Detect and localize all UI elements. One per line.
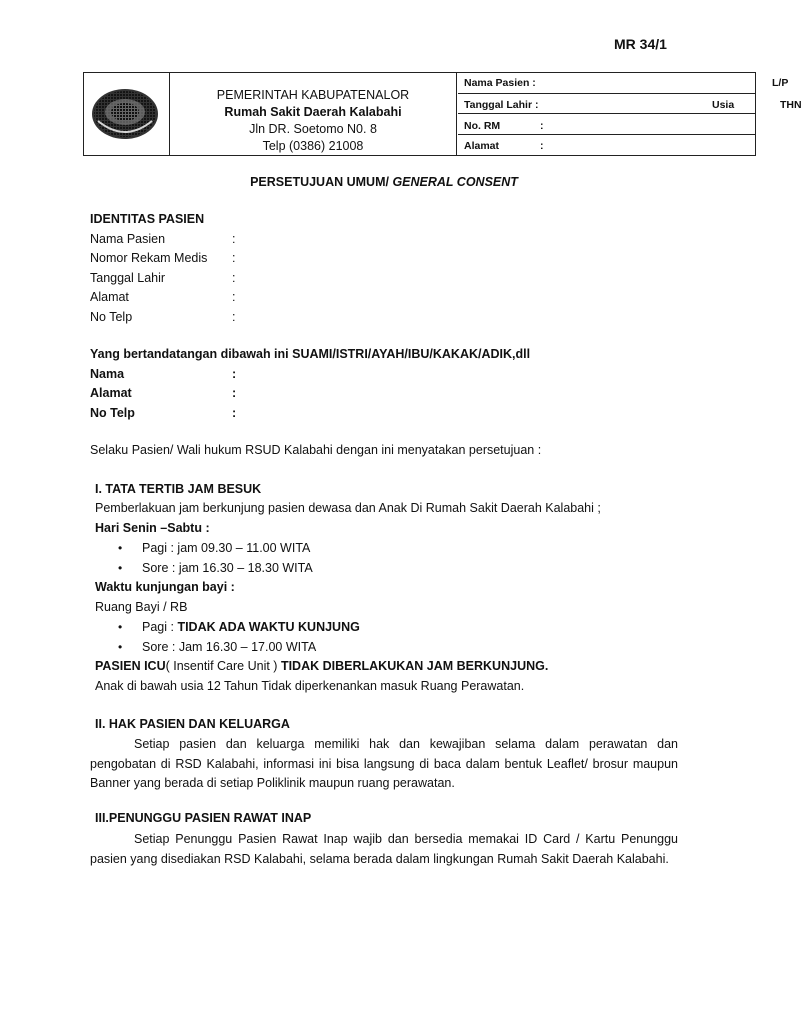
patient-address-colon: : xyxy=(540,140,544,152)
patient-sex-label: L/P xyxy=(772,77,789,89)
visit-morning: Pagi : jam 09.30 – 11.00 WITA xyxy=(142,541,311,555)
patient-age-label: Usia xyxy=(712,99,735,111)
visit-evening: Sore : jam 16.30 – 18.30 WITA xyxy=(142,561,313,575)
patient-name-label: Nama Pasien : xyxy=(464,77,536,89)
patient-age-unit: THN xyxy=(780,99,802,111)
child-note: Anak di bawah usia 12 Tahun Tidak diperkenankan masuk Ruang Perawatan. xyxy=(95,679,525,693)
document-code: MR 34/1 xyxy=(614,36,667,52)
section1-days: Hari Senin –Sabtu : xyxy=(95,521,210,535)
patient-box xyxy=(458,73,802,155)
header-box xyxy=(83,72,802,156)
identity-field: Alamat : xyxy=(90,290,236,304)
identity-field: Tanggal Lahir : xyxy=(90,271,236,285)
section3-text: Setiap Penunggu Pasien Rawat Inap wajib dan bersedia memakai ID Card / Kartu Penunggu pasien yang disediakan RSD Kalabahi, selama berada dalam lingkungan Rumah Sakit Daerah Kalabahi. xyxy=(90,832,678,866)
section2-heading: II. HAK PASIEN DAN KELUARGA xyxy=(95,717,290,731)
bullet-icon: • xyxy=(118,541,123,555)
bullet-icon: • xyxy=(118,620,123,634)
identity-heading: IDENTITAS PASIEN xyxy=(90,212,205,226)
baby-morning: Pagi : TIDAK ADA WAKTU KUNJUNG xyxy=(142,620,360,634)
patient-row-name xyxy=(458,73,789,94)
patient-rm-label: No. RM xyxy=(464,120,501,132)
inst-line-2: Rumah Sakit Daerah Kalabahi xyxy=(224,105,402,119)
patient-row-rm xyxy=(458,114,755,135)
signer-field: Nama : xyxy=(90,367,237,381)
title-italic: GENERAL CONSENT xyxy=(392,175,518,189)
section1-heading: I. TATA TERTIB JAM BESUK xyxy=(95,482,262,496)
patient-row-dob xyxy=(458,93,802,114)
document-title xyxy=(0,175,768,189)
bullet-icon: • xyxy=(118,561,123,575)
patient-rm-colon: : xyxy=(540,120,544,132)
section1-intro: Pemberlakuan jam berkunjung pasien dewasa dan Anak Di Rumah Sakit Daerah Kalabahi ; xyxy=(95,501,601,515)
baby-room: Ruang Bayi / RB xyxy=(95,600,188,614)
patient-address-label: Alamat xyxy=(464,140,500,152)
bullet-icon: • xyxy=(118,640,123,654)
consent-statement: Selaku Pasien/ Wali hukum RSUD Kalabahi dengan ini menyatakan persetujuan : xyxy=(90,443,542,457)
signer-field: Alamat : xyxy=(90,386,237,400)
inst-line-1: PEMERINTAH KABUPATENALOR xyxy=(216,88,410,102)
signer-heading: Yang bertandatangan dibawah ini SUAMI/ISTRI/AYAH/IBU/KAKAK/ADIK,dll xyxy=(90,347,531,361)
identity-field: No Telp : xyxy=(90,310,236,324)
title-main: PERSETUJUAN UMUM/ xyxy=(250,175,393,189)
inst-line-4: Telp (0386) 21008 xyxy=(262,139,364,153)
patient-row-address xyxy=(458,135,755,155)
patient-dob-label: Tanggal Lahir : xyxy=(464,99,539,111)
section3-heading: III.PENUNGGU PASIEN RAWAT INAP xyxy=(95,811,312,825)
signer-field: No Telp : xyxy=(90,406,237,420)
inst-line-3: Jln DR. Soetomo N0. 8 xyxy=(249,122,377,136)
section2-text: Setiap pasien dan keluarga memiliki hak dan kewajiban selama dalam perawatan dan pengobatan di RSD Kalabahi, informasi ini bisa langsung di baca dalam bentuk Leaflet/ brosur maupun Banner yang berada di setiap Poliklinik maupun ruang perawatan. xyxy=(90,737,678,790)
identity-field: Nama Pasien : xyxy=(90,232,236,246)
institution-block xyxy=(170,73,457,155)
hospital-logo xyxy=(84,73,170,155)
identity-field: Nomor Rekam Medis : xyxy=(90,251,236,265)
baby-heading: Waktu kunjungan bayi : xyxy=(95,580,235,594)
baby-evening: Sore : Jam 16.30 – 17.00 WITA xyxy=(142,640,317,654)
icu-note: PASIEN ICU( Insentif Care Unit ) TIDAK DIBERLAKUKAN JAM BERKUNJUNG. xyxy=(95,659,549,673)
seal-icon xyxy=(84,73,169,155)
